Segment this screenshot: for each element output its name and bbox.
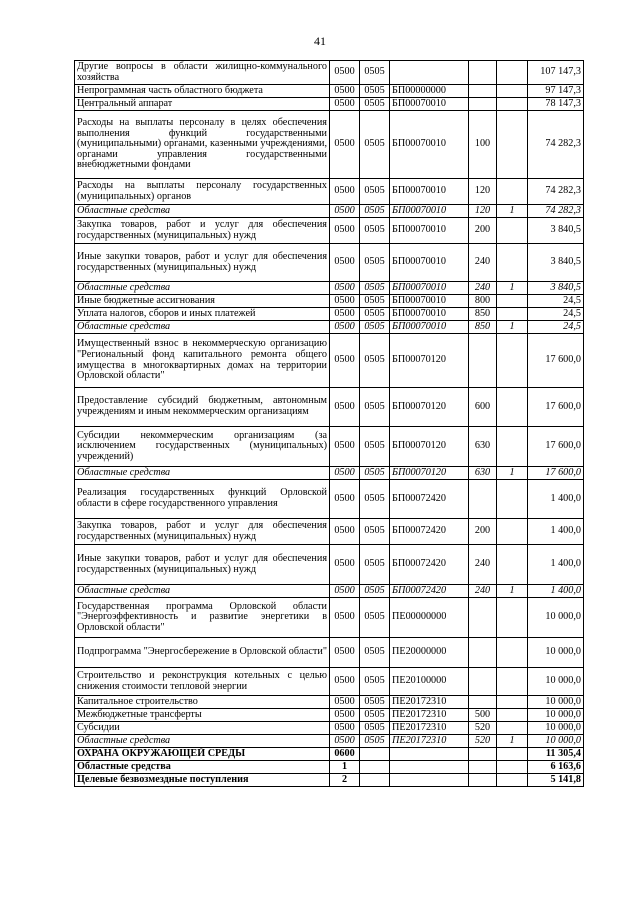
target-article-code-cell: БП00070010 (390, 295, 469, 308)
section-code-cell: 0500 (330, 638, 360, 668)
subsection-code-cell: 0505 (360, 244, 390, 282)
section-code-cell: 0500 (330, 480, 360, 519)
section-code-cell: 0500 (330, 282, 360, 295)
row-name-cell: Капитальное строительство (75, 696, 330, 709)
subsection-code-cell: 0505 (360, 519, 390, 545)
target-article-code-cell: БП00070010 (390, 98, 469, 111)
budget-table-body (75, 61, 584, 787)
section-code-cell: 0500 (330, 467, 360, 480)
subsection-code-cell: 0505 (360, 480, 390, 519)
row-name-cell: Другие вопросы в области жилищно-коммунального хозяйства (75, 61, 330, 85)
subsection-code-cell: 0505 (360, 735, 390, 748)
funding-source-code-cell (497, 638, 528, 668)
funding-source-code-cell (497, 244, 528, 282)
subsection-code-cell: 0505 (360, 61, 390, 85)
table-row (75, 761, 584, 774)
funding-source-code-cell: 1 (497, 282, 528, 295)
section-code-cell: 0500 (330, 308, 360, 321)
amount-cell: 74 282,3 (528, 205, 584, 218)
table-row (75, 427, 584, 467)
expense-type-code-cell: 600 (469, 388, 497, 427)
funding-source-code-cell (497, 774, 528, 787)
expense-type-code-cell: 120 (469, 179, 497, 205)
section-code-cell: 0500 (330, 179, 360, 205)
row-name-cell: Иные бюджетные ассигнования (75, 295, 330, 308)
expense-type-code-cell (469, 98, 497, 111)
subsection-code-cell: 0505 (360, 388, 390, 427)
page-number: 41 (314, 34, 326, 48)
funding-source-code-cell (497, 85, 528, 98)
row-name-cell: Областные средства (75, 282, 330, 295)
funding-source-code-cell (497, 308, 528, 321)
amount-cell: 17 600,0 (528, 334, 584, 388)
row-name-cell: Закупка товаров, работ и услуг для обеспечения государственных (муниципальных) нужд (75, 519, 330, 545)
section-code-cell: 0500 (330, 98, 360, 111)
target-article-code-cell: БП00070010 (390, 308, 469, 321)
subsection-code-cell: 0505 (360, 722, 390, 735)
expense-type-code-cell: 630 (469, 427, 497, 467)
funding-source-code-cell (497, 668, 528, 696)
amount-cell: 3 840,5 (528, 218, 584, 244)
amount-cell: 17 600,0 (528, 427, 584, 467)
amount-cell: 74 282,3 (528, 179, 584, 205)
subsection-code-cell: 0505 (360, 98, 390, 111)
subsection-code-cell: 0505 (360, 585, 390, 598)
expense-type-code-cell (469, 748, 497, 761)
target-article-code-cell: БП00070120 (390, 467, 469, 480)
target-article-code-cell: БП00072420 (390, 585, 469, 598)
subsection-code-cell: 0505 (360, 427, 390, 467)
subsection-code-cell: 0505 (360, 638, 390, 668)
row-name-cell: Субсидии некоммерческим организациям (за исключением государственных (муниципальных) учреждений) (75, 427, 330, 467)
table-row (75, 709, 584, 722)
row-name-cell: ОХРАНА ОКРУЖАЮЩЕЙ СРЕДЫ (75, 748, 330, 761)
amount-cell: 24,5 (528, 295, 584, 308)
row-name-cell: Областные средства (75, 761, 330, 774)
row-name-cell: Областные средства (75, 321, 330, 334)
section-code-cell: 0500 (330, 696, 360, 709)
subsection-code-cell: 0505 (360, 308, 390, 321)
table-row (75, 467, 584, 480)
amount-cell: 10 000,0 (528, 668, 584, 696)
expense-type-code-cell: 800 (469, 295, 497, 308)
amount-cell: 11 305,4 (528, 748, 584, 761)
funding-source-code-cell (497, 427, 528, 467)
subsection-code-cell (360, 761, 390, 774)
row-name-cell: Иные закупки товаров, работ и услуг для обеспечения государственных (муниципальных) нужд (75, 545, 330, 585)
target-article-code-cell (390, 61, 469, 85)
expense-type-code-cell (469, 61, 497, 85)
expense-type-code-cell: 520 (469, 735, 497, 748)
section-code-cell: 0500 (330, 598, 360, 638)
amount-cell: 74 282,3 (528, 111, 584, 179)
target-article-code-cell: ПЕ00000000 (390, 598, 469, 638)
expense-type-code-cell (469, 668, 497, 696)
subsection-code-cell: 0505 (360, 598, 390, 638)
expense-type-code-cell (469, 598, 497, 638)
table-row (75, 748, 584, 761)
subsection-code-cell (360, 748, 390, 761)
target-article-code-cell: БП00070010 (390, 179, 469, 205)
section-code-cell: 0500 (330, 735, 360, 748)
amount-cell: 97 147,3 (528, 85, 584, 98)
target-article-code-cell: БП00070120 (390, 427, 469, 467)
table-row (75, 598, 584, 638)
row-name-cell: Центральный аппарат (75, 98, 330, 111)
expense-type-code-cell: 120 (469, 205, 497, 218)
expense-type-code-cell (469, 480, 497, 519)
section-code-cell: 0500 (330, 111, 360, 179)
subsection-code-cell: 0505 (360, 334, 390, 388)
amount-cell: 107 147,3 (528, 61, 584, 85)
expense-type-code-cell: 240 (469, 585, 497, 598)
amount-cell: 6 163,6 (528, 761, 584, 774)
table-row (75, 321, 584, 334)
subsection-code-cell: 0505 (360, 218, 390, 244)
amount-cell: 17 600,0 (528, 388, 584, 427)
amount-cell: 78 147,3 (528, 98, 584, 111)
row-name-cell: Областные средства (75, 585, 330, 598)
funding-source-code-cell (497, 111, 528, 179)
table-row (75, 774, 584, 787)
row-name-cell: Предоставление субсидий бюджетным, автономным учреждениям и иным некоммерческим организациям (75, 388, 330, 427)
target-article-code-cell: ПЕ20100000 (390, 668, 469, 696)
row-name-cell: Государственная программа Орловской области "Энергоэффективность и развитие энергетики в Орловской области" (75, 598, 330, 638)
section-code-cell: 0600 (330, 748, 360, 761)
target-article-code-cell: БП00070010 (390, 205, 469, 218)
table-row (75, 638, 584, 668)
funding-source-code-cell: 1 (497, 735, 528, 748)
row-name-cell: Непрограммная часть областного бюджета (75, 85, 330, 98)
target-article-code-cell: БП00070010 (390, 282, 469, 295)
target-article-code-cell: ПЕ20000000 (390, 638, 469, 668)
subsection-code-cell: 0505 (360, 696, 390, 709)
subsection-code-cell: 0505 (360, 111, 390, 179)
target-article-code-cell: БП00070010 (390, 111, 469, 179)
section-code-cell: 0500 (330, 388, 360, 427)
section-code-cell: 1 (330, 761, 360, 774)
row-name-cell: Реализация государственных функций Орловской области в сфере государственного управления (75, 480, 330, 519)
funding-source-code-cell (497, 696, 528, 709)
table-row (75, 334, 584, 388)
funding-source-code-cell: 1 (497, 585, 528, 598)
table-row (75, 282, 584, 295)
subsection-code-cell: 0505 (360, 85, 390, 98)
expense-type-code-cell (469, 638, 497, 668)
funding-source-code-cell (497, 388, 528, 427)
section-code-cell: 0500 (330, 244, 360, 282)
expense-type-code-cell (469, 696, 497, 709)
subsection-code-cell: 0505 (360, 709, 390, 722)
table-row (75, 668, 584, 696)
amount-cell: 10 000,0 (528, 598, 584, 638)
expense-type-code-cell: 850 (469, 308, 497, 321)
row-name-cell: Закупка товаров, работ и услуг для обеспечения государственных (муниципальных) нужд (75, 218, 330, 244)
amount-cell: 10 000,0 (528, 709, 584, 722)
section-code-cell: 0500 (330, 321, 360, 334)
expense-type-code-cell: 520 (469, 722, 497, 735)
section-code-cell: 0500 (330, 545, 360, 585)
row-name-cell: Уплата налогов, сборов и иных платежей (75, 308, 330, 321)
row-name-cell: Строительство и реконструкция котельных с целью снижения стоимости тепловой энергии (75, 668, 330, 696)
target-article-code-cell: ПЕ20172310 (390, 735, 469, 748)
expense-type-code-cell (469, 761, 497, 774)
funding-source-code-cell (497, 722, 528, 735)
table-row (75, 179, 584, 205)
expense-type-code-cell (469, 85, 497, 98)
target-article-code-cell: БП00070010 (390, 321, 469, 334)
row-name-cell: Областные средства (75, 735, 330, 748)
subsection-code-cell: 0505 (360, 467, 390, 480)
funding-source-code-cell (497, 545, 528, 585)
funding-source-code-cell: 1 (497, 205, 528, 218)
funding-source-code-cell (497, 748, 528, 761)
row-name-cell: Расходы на выплаты персоналу в целях обеспечения выполнения функций государственными (муниципальными) органами, казенными учреждениями, органами управления государственными внебюджетными фондами (75, 111, 330, 179)
target-article-code-cell: БП00072420 (390, 545, 469, 585)
funding-source-code-cell (497, 179, 528, 205)
funding-source-code-cell (497, 295, 528, 308)
row-name-cell: Областные средства (75, 205, 330, 218)
funding-source-code-cell: 1 (497, 467, 528, 480)
amount-cell: 1 400,0 (528, 585, 584, 598)
amount-cell: 10 000,0 (528, 722, 584, 735)
row-name-cell: Расходы на выплаты персоналу государственных (муниципальных) органов (75, 179, 330, 205)
section-code-cell: 0500 (330, 218, 360, 244)
expense-type-code-cell (469, 774, 497, 787)
amount-cell: 1 400,0 (528, 545, 584, 585)
amount-cell: 1 400,0 (528, 480, 584, 519)
subsection-code-cell: 0505 (360, 668, 390, 696)
table-row (75, 585, 584, 598)
section-code-cell: 2 (330, 774, 360, 787)
target-article-code-cell: БП00000000 (390, 85, 469, 98)
funding-source-code-cell (497, 709, 528, 722)
subsection-code-cell (360, 774, 390, 787)
amount-cell: 17 600,0 (528, 467, 584, 480)
expense-type-code-cell: 630 (469, 467, 497, 480)
section-code-cell: 0500 (330, 295, 360, 308)
row-name-cell: Имущественный взнос в некоммерческую организацию "Региональный фонд капитального ремонта общего имущества в многоквартирных домах на территории Орловской области" (75, 334, 330, 388)
row-name-cell: Областные средства (75, 467, 330, 480)
funding-source-code-cell: 1 (497, 321, 528, 334)
amount-cell: 3 840,5 (528, 282, 584, 295)
subsection-code-cell: 0505 (360, 205, 390, 218)
table-row (75, 696, 584, 709)
row-name-cell: Межбюджетные трансферты (75, 709, 330, 722)
funding-source-code-cell (497, 519, 528, 545)
table-row (75, 244, 584, 282)
amount-cell: 10 000,0 (528, 638, 584, 668)
amount-cell: 24,5 (528, 308, 584, 321)
subsection-code-cell: 0505 (360, 179, 390, 205)
section-code-cell: 0500 (330, 61, 360, 85)
row-name-cell: Целевые безвозмездные поступления (75, 774, 330, 787)
table-row (75, 218, 584, 244)
section-code-cell: 0500 (330, 585, 360, 598)
section-code-cell: 0500 (330, 85, 360, 98)
table-row (75, 111, 584, 179)
row-name-cell: Субсидии (75, 722, 330, 735)
amount-cell: 10 000,0 (528, 735, 584, 748)
table-row (75, 722, 584, 735)
table-row (75, 205, 584, 218)
target-article-code-cell: БП00072420 (390, 480, 469, 519)
subsection-code-cell: 0505 (360, 321, 390, 334)
table-row (75, 480, 584, 519)
subsection-code-cell: 0505 (360, 282, 390, 295)
section-code-cell: 0500 (330, 427, 360, 467)
amount-cell: 5 141,8 (528, 774, 584, 787)
section-code-cell: 0500 (330, 334, 360, 388)
funding-source-code-cell (497, 334, 528, 388)
target-article-code-cell (390, 761, 469, 774)
amount-cell: 3 840,5 (528, 244, 584, 282)
target-article-code-cell: БП00070010 (390, 244, 469, 282)
expense-type-code-cell: 200 (469, 218, 497, 244)
target-article-code-cell (390, 748, 469, 761)
expense-type-code-cell: 500 (469, 709, 497, 722)
budget-table (74, 60, 584, 787)
target-article-code-cell: БП00070010 (390, 218, 469, 244)
expense-type-code-cell: 850 (469, 321, 497, 334)
section-code-cell: 0500 (330, 709, 360, 722)
funding-source-code-cell (497, 61, 528, 85)
target-article-code-cell: БП00072420 (390, 519, 469, 545)
target-article-code-cell (390, 774, 469, 787)
table-row (75, 388, 584, 427)
section-code-cell: 0500 (330, 722, 360, 735)
table-row (75, 308, 584, 321)
expense-type-code-cell: 240 (469, 244, 497, 282)
table-row (75, 85, 584, 98)
amount-cell: 1 400,0 (528, 519, 584, 545)
target-article-code-cell: БП00070120 (390, 388, 469, 427)
amount-cell: 10 000,0 (528, 696, 584, 709)
table-row (75, 735, 584, 748)
table-row (75, 519, 584, 545)
expense-type-code-cell: 100 (469, 111, 497, 179)
row-name-cell: Подпрограмма "Энергосбережение в Орловской области" (75, 638, 330, 668)
section-code-cell: 0500 (330, 668, 360, 696)
expense-type-code-cell (469, 334, 497, 388)
target-article-code-cell: ПЕ20172310 (390, 709, 469, 722)
target-article-code-cell: ПЕ20172310 (390, 696, 469, 709)
funding-source-code-cell (497, 480, 528, 519)
expense-type-code-cell: 200 (469, 519, 497, 545)
section-code-cell: 0500 (330, 205, 360, 218)
target-article-code-cell: ПЕ20172310 (390, 722, 469, 735)
target-article-code-cell: БП00070120 (390, 334, 469, 388)
funding-source-code-cell (497, 598, 528, 638)
table-row (75, 545, 584, 585)
table-row (75, 61, 584, 85)
subsection-code-cell: 0505 (360, 295, 390, 308)
table-row (75, 295, 584, 308)
funding-source-code-cell (497, 218, 528, 244)
section-code-cell: 0500 (330, 519, 360, 545)
subsection-code-cell: 0505 (360, 545, 390, 585)
table-row (75, 98, 584, 111)
funding-source-code-cell (497, 98, 528, 111)
row-name-cell: Иные закупки товаров, работ и услуг для обеспечения государственных (муниципальных) нужд (75, 244, 330, 282)
amount-cell: 24,5 (528, 321, 584, 334)
expense-type-code-cell: 240 (469, 282, 497, 295)
expense-type-code-cell: 240 (469, 545, 497, 585)
funding-source-code-cell (497, 761, 528, 774)
